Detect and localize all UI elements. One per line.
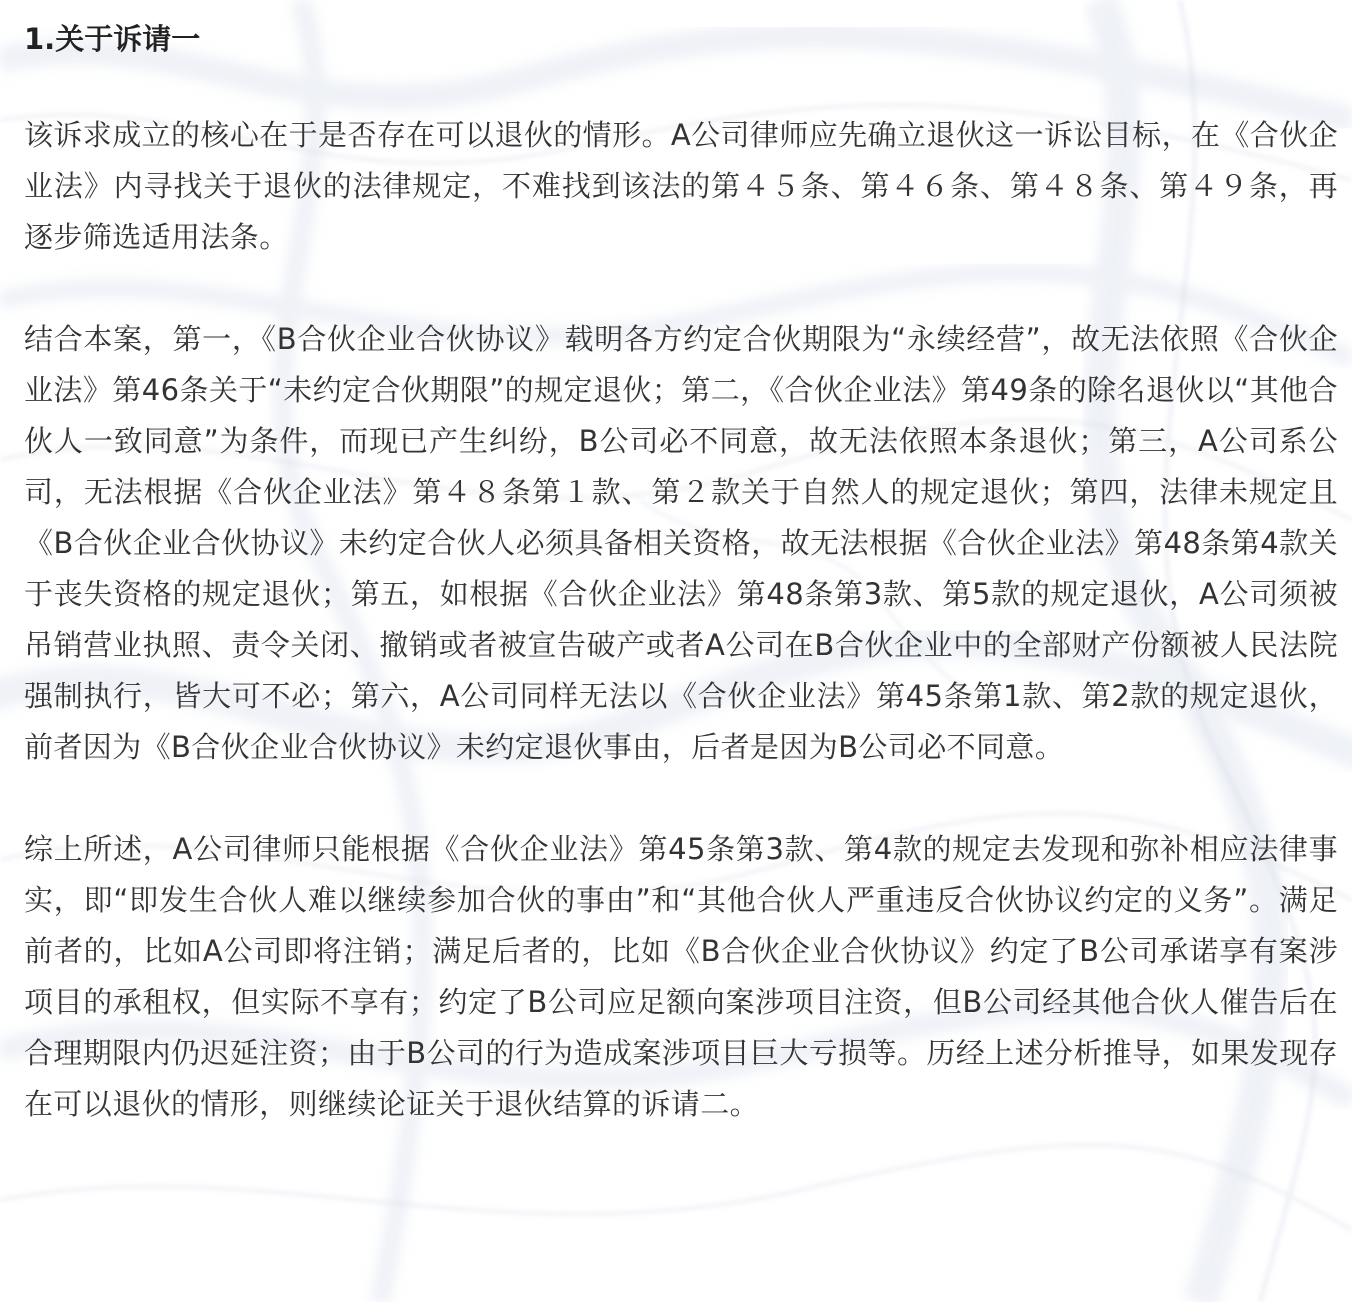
paragraph-core-issue: 该诉求成立的核心在于是否存在可以退伙的情形。A公司律师应先确立退伙这一诉讼目标，在《合伙企业法》内寻找关于退伙的法律规定，不难找到该法的第４５条、第４６条、第４８条、第４９条，再逐步筛选适用法条。 (24, 118, 1338, 254)
paragraph-case-analysis: 结合本案，第一，《B合伙企业合伙协议》载明各方约定合伙期限为“永续经营”，故无法依照《合伙企业法》第46条关于“未约定合伙期限”的规定退伙；第二，《合伙企业法》第49条的除名退伙以“其他合伙人一致同意”为条件，而现已产生纠纷，B公司必不同意，故无法依照本条退伙；第三，A公司系公司，无法根据《合伙企业法》第４８条第１款、第２款关于自然人的规定退伙；第四，法律未规定且《B合伙企业合伙协议》未约定合伙人必须具备相关资格，故无法根据《合伙企业法》第48条第4款关于丧失资格的规定退伙；第五，如根据《合伙企业法》第48条第3款、第5款的规定退伙，A公司须被吊销营业执照、责令关闭、撤销或者被宣告破产或者A公司在B合伙企业中的全部财产份额被人民法院强制执行，皆大可不必；第六，A公司同样无法以《合伙企业法》第45条第1款、第2款的规定退伙，前者因为《B合伙企业合伙协议》未约定退伙事由，后者是因为B公司必不同意。 (24, 322, 1338, 764)
spacer (24, 263, 1338, 314)
spacer (24, 773, 1338, 824)
section-heading: 1.关于诉请一 (24, 22, 201, 56)
paragraph-conclusion: 综上所述，A公司律师只能根据《合伙企业法》第45条第3款、第4款的规定去发现和弥补相应法律事实，即“即发生合伙人难以继续参加合伙的事由”和“其他合伙人严重违反合伙协议约定的义务”。满足前者的，比如A公司即将注销；满足后者的，比如《B合伙企业合伙协议》约定了B公司承诺享有案涉项目的承租权，但实际不享有；约定了B公司应足额向案涉项目注资，但B公司经其他合伙人催告后在合理期限内仍迟延注资；由于B公司的行为造成案涉项目巨大亏损等。历经上述分析推导，如果发现存在可以退伙的情形，则继续论证关于退伙结算的诉请二。 (24, 832, 1338, 1121)
spacer (24, 64, 1338, 110)
